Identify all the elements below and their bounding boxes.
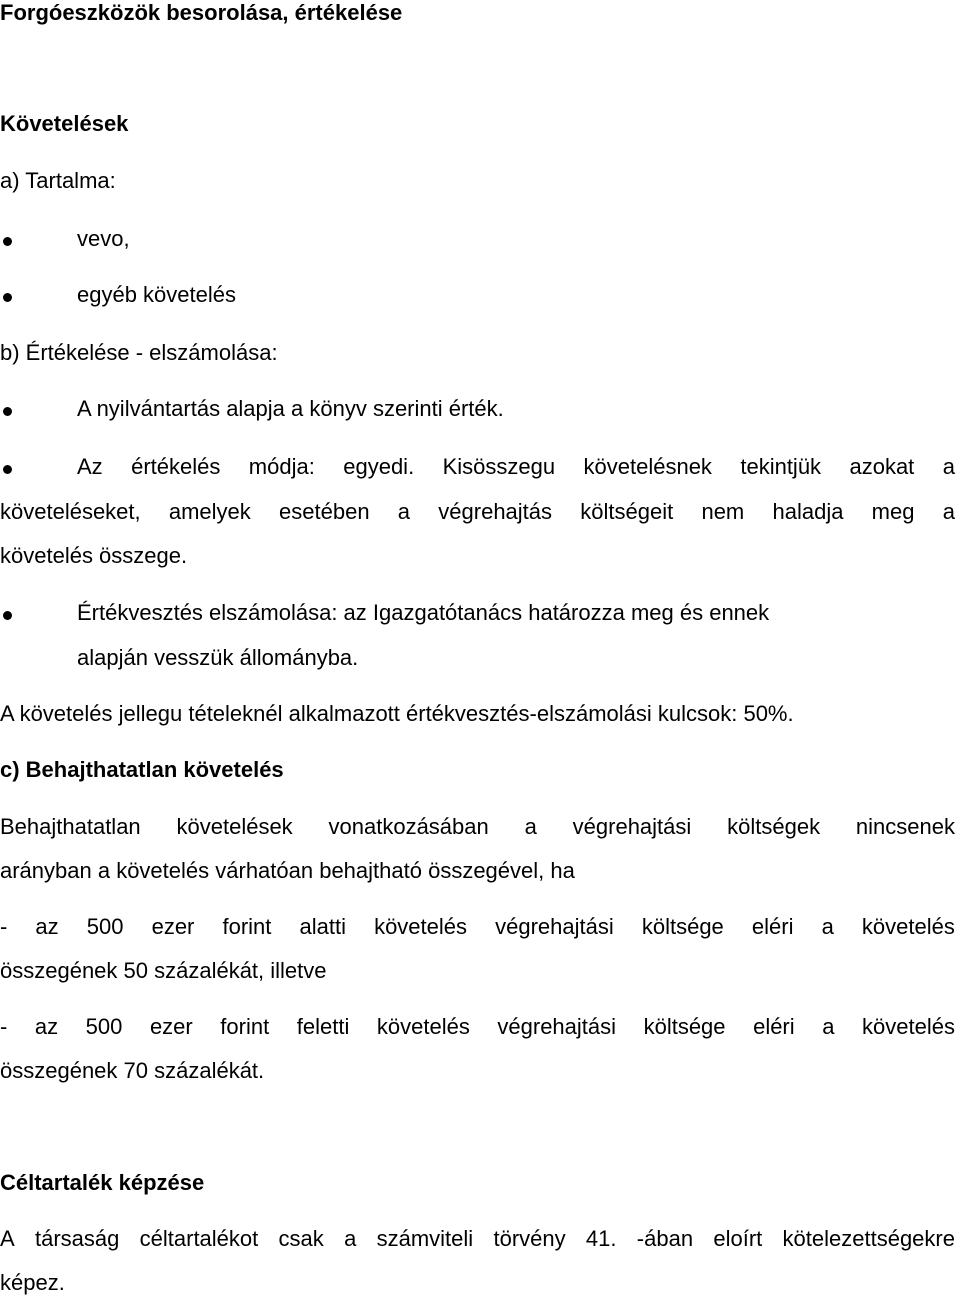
paragraph-line: A követelés jellegu tételeknél alkalmazott értékvesztés-elszámolási kulcsok: 50%.	[0, 701, 794, 726]
paragraph-line: arányban a követelés várhatóan behajtható összegével, ha	[0, 858, 575, 883]
bullet-icon	[3, 465, 12, 474]
bullet-icon	[3, 237, 12, 246]
paragraph-line: követelés összege.	[0, 543, 188, 568]
condition-line: - az 500 ezer forint alatti követelés végrehajtási költsége eléri a követelés	[0, 914, 955, 939]
bullet-icon	[3, 293, 12, 302]
condition-line: összegének 50 százalékát, illetve	[0, 958, 327, 983]
page-title: Forgóeszközök besorolása, értékelése	[0, 0, 403, 25]
condition-line: összegének 70 százalékát.	[0, 1058, 265, 1083]
condition-line: - az 500 ezer forint feletti követelés végrehajtási költsége eléri a követelés	[0, 1014, 955, 1039]
bullet-icon	[3, 407, 12, 416]
list-item: Értékvesztés elszámolása: az Igazgatótanács határozza meg és ennek	[77, 600, 770, 625]
paragraph-line: képez.	[0, 1270, 65, 1295]
subheading-valuation: b) Értékelése - elszámolása:	[0, 340, 278, 365]
paragraph-line: követeléseket, amelyek esetében a végrehajtás költségeit nem haladja meg a	[0, 499, 955, 524]
paragraph-line: Behajthatatlan követelések vonatkozásában a végrehajtási költségek nincsenek	[0, 814, 955, 839]
section-heading-receivables: Követelések	[0, 111, 129, 136]
list-item-continuation: alapján vesszük állományba.	[77, 645, 359, 670]
subheading-content: a) Tartalma:	[0, 168, 116, 193]
section-heading-provision: Céltartalék képzése	[0, 1170, 205, 1195]
list-item: egyéb követelés	[77, 282, 236, 307]
paragraph-line: A társaság céltartalékot csak a számviteli törvény 41. -ában eloírt kötelezettségekre	[0, 1226, 955, 1251]
section-heading-uncollectible: c) Behajthatatlan követelés	[0, 757, 284, 782]
paragraph-line: Az értékelés módja: egyedi. Kisösszegu követelésnek tekintjük azokat a	[77, 454, 955, 479]
list-item: vevo,	[77, 226, 130, 251]
bullet-icon	[3, 611, 12, 620]
list-item: A nyilvántartás alapja a könyv szerinti érték.	[77, 396, 504, 421]
